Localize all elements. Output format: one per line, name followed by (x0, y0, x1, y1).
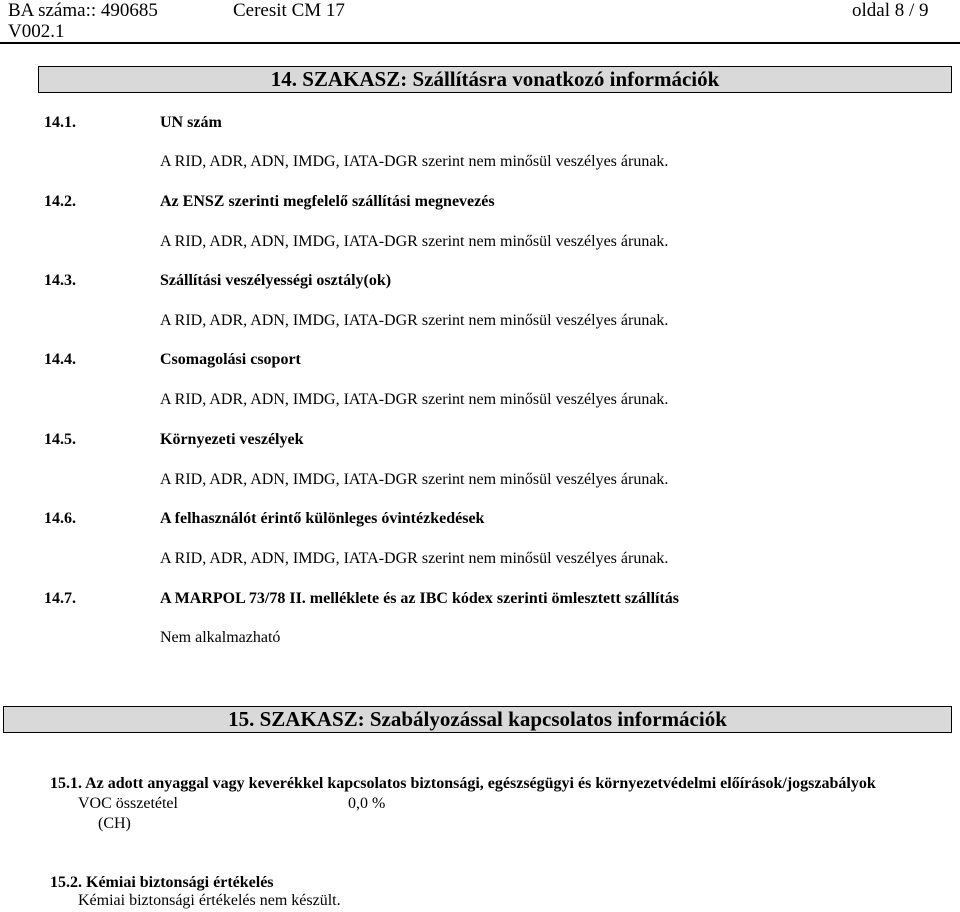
item-number: 14.5. (44, 431, 76, 448)
item-number: 14.4. (44, 351, 76, 368)
item-text: A RID, ADR, ADN, IMDG, IATA-DGR szerint nem minősül veszélyes árunak. (160, 312, 669, 329)
section-15-title-bar (3, 706, 952, 733)
item-number: 14.2. (44, 193, 76, 210)
item-text: A RID, ADR, ADN, IMDG, IATA-DGR szerint nem minősül veszélyes árunak. (160, 233, 669, 250)
item-text: A RID, ADR, ADN, IMDG, IATA-DGR szerint nem minősül veszélyes árunak. (160, 391, 669, 408)
section-14-title: 14. SZAKASZ: Szállításra vonatkozó információk (270, 67, 720, 91)
item-title: UN szám (160, 114, 222, 131)
item-title: Csomagolási csoport (160, 351, 301, 368)
subsection-15-1-heading: 15.1. Az adott anyaggal vagy keverékkel kapcsolatos biztonsági, egészségügyi és környezetvédelmi előírások/jogszabályok (50, 775, 876, 792)
item-number: 14.1. (44, 114, 76, 131)
product-name: Ceresit CM 17 (233, 0, 345, 21)
item-number: 14.6. (44, 510, 76, 527)
document-version: V002.1 (8, 21, 65, 42)
subsection-15-2-heading: 15.2. Kémiai biztonsági értékelés (50, 874, 274, 891)
voc-note: (CH) (98, 815, 131, 832)
section-14-title-bar (38, 66, 952, 93)
item-number: 14.7. (44, 590, 76, 607)
item-text: A RID, ADR, ADN, IMDG, IATA-DGR szerint nem minősül veszélyes árunak. (160, 153, 669, 170)
voc-value: 0,0 % (348, 795, 386, 812)
header-rule (0, 42, 960, 44)
item-number: 14.3. (44, 272, 76, 289)
section-15-title: 15. SZAKASZ: Szabályozással kapcsolatos információk (228, 707, 727, 731)
item-title: Szállítási veszélyességi osztály(ok) (160, 272, 392, 289)
item-text: A RID, ADR, ADN, IMDG, IATA-DGR szerint nem minősül veszélyes árunak. (160, 550, 669, 567)
document-number: BA száma:: 490685 (8, 0, 158, 21)
page-indicator: oldal 8 / 9 (852, 0, 929, 21)
item-title: A MARPOL 73/78 II. melléklete és az IBC kódex szerinti ömlesztett szállítás (160, 590, 680, 607)
item-title: Az ENSZ szerinti megfelelő szállítási megnevezés (160, 193, 495, 210)
voc-label: VOC összetétel (78, 795, 178, 812)
item-title: A felhasználót érintő különleges óvintézkedések (160, 510, 485, 527)
subsection-15-2-text: Kémiai biztonsági értékelés nem készült. (78, 892, 341, 909)
item-text: Nem alkalmazható (160, 629, 281, 646)
item-text: A RID, ADR, ADN, IMDG, IATA-DGR szerint nem minősül veszélyes árunak. (160, 471, 669, 488)
item-title: Környezeti veszélyek (160, 431, 304, 448)
